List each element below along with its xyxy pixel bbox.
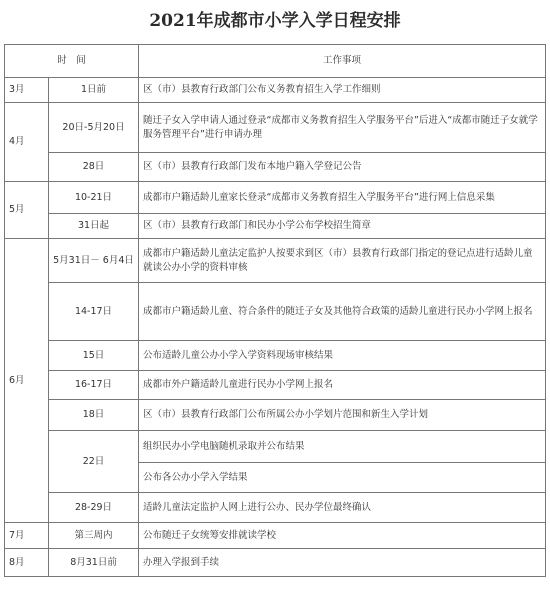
table-row	[5, 493, 546, 523]
date-cell: 31日起	[49, 214, 139, 239]
item-cell: 公布适龄儿童公办小学入学资料现场审核结果	[139, 341, 546, 371]
item-cell: 区（市）县教育行政部门公布义务教育招生入学工作细则	[139, 78, 546, 103]
month-cell: 4月	[5, 103, 49, 182]
item-cell: 区（市）县教育行政部门公布所属公办小学划片范围和新生入学计划	[139, 400, 546, 431]
item-cell: 随迁子女入学申请人通过登录“成都市义务教育招生入学服务平台”后进入“成都市随迁子女就学服务管理平台”进行申请办理	[139, 103, 546, 153]
date-cell: 5月31日－ 6月4日	[49, 239, 139, 283]
month-cell: 6月	[5, 239, 49, 523]
schedule-table	[4, 44, 546, 577]
item-cell: 公布各公办小学入学结果	[139, 463, 546, 493]
month-cell: 8月	[5, 549, 49, 577]
item-cell: 区（市）县教育行政部门发布本地户籍入学登记公告	[139, 153, 546, 182]
table-row	[5, 182, 546, 214]
header-time: 时 间	[5, 45, 139, 78]
item-cell: 区（市）县教育行政部门和民办小学公布学校招生简章	[139, 214, 546, 239]
date-cell: 22日	[49, 431, 139, 493]
table-row	[5, 239, 546, 283]
table-row	[5, 523, 546, 549]
item-cell: 成都市外户籍适龄儿童进行民办小学网上报名	[139, 371, 546, 400]
table-row	[5, 153, 546, 182]
month-cell: 5月	[5, 182, 49, 239]
item-cell: 公布随迁子女统筹安排就读学校	[139, 523, 546, 549]
item-cell: 办理入学报到手续	[139, 549, 546, 577]
month-cell: 7月	[5, 523, 49, 549]
item-cell: 适龄儿童法定监护人网上进行公办、民办学位最终确认	[139, 493, 546, 523]
table-row	[5, 431, 546, 463]
page-title: 2021年成都市小学入学日程安排	[149, 11, 401, 31]
date-cell: 1日前	[49, 78, 139, 103]
item-cell: 成都市户籍适龄儿童法定监护人按要求到区（市）县教育行政部门指定的登记点进行适龄儿童就读公办小学的资料审核	[139, 239, 546, 283]
table-row	[5, 78, 546, 103]
table-row	[5, 400, 546, 431]
table-row	[5, 283, 546, 341]
date-cell: 8月31日前	[49, 549, 139, 577]
item-cell: 组织民办小学电脑随机录取并公布结果	[139, 431, 546, 463]
date-cell: 15日	[49, 341, 139, 371]
month-cell: 3月	[5, 78, 49, 103]
date-cell: 第三周内	[49, 523, 139, 549]
table-row	[5, 371, 546, 400]
table-row	[5, 103, 546, 153]
date-cell: 20日-5月20日	[49, 103, 139, 153]
header-item: 工作事项	[139, 45, 546, 78]
table-header-row	[5, 45, 546, 78]
date-cell: 16-17日	[49, 371, 139, 400]
date-cell: 14-17日	[49, 283, 139, 341]
date-cell: 18日	[49, 400, 139, 431]
table-row	[5, 214, 546, 239]
table-row	[5, 549, 546, 577]
item-cell: 成都市户籍适龄儿童家长登录“成都市义务教育招生入学服务平台”进行网上信息采集	[139, 182, 546, 214]
table-row	[5, 341, 546, 371]
date-cell: 10-21日	[49, 182, 139, 214]
date-cell: 28-29日	[49, 493, 139, 523]
item-cell: 成都市户籍适龄儿童、符合条件的随迁子女及其他符合政策的适龄儿童进行民办小学网上报名	[139, 283, 546, 341]
date-cell: 28日	[49, 153, 139, 182]
